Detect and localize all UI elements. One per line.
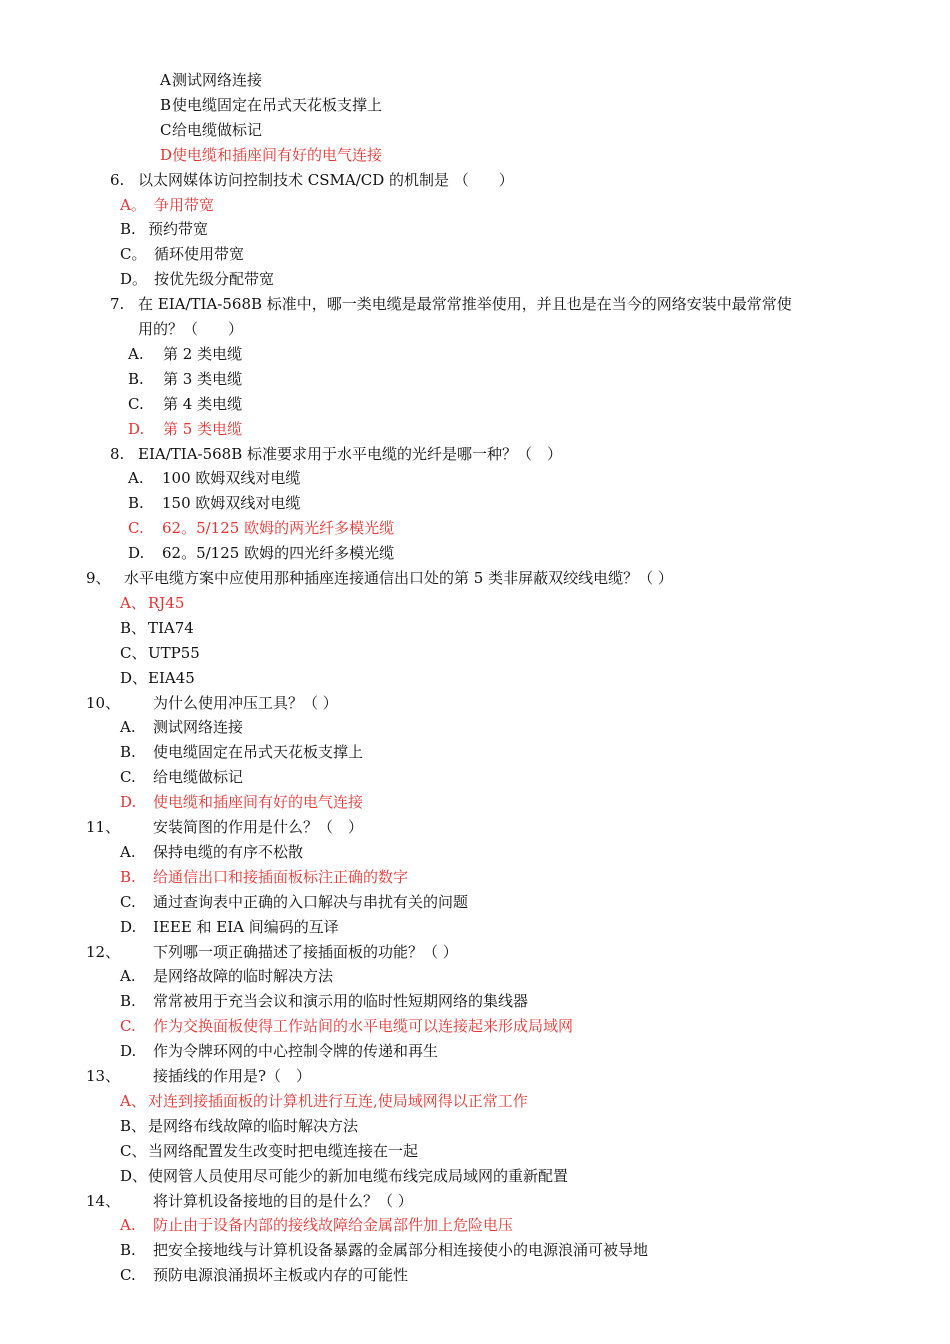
line-label: 7. xyxy=(110,295,125,313)
line-text: 争用带宽 xyxy=(154,196,215,214)
line-label: C. xyxy=(120,768,136,786)
line-text: 保持电缆的有序不松散 xyxy=(153,843,304,861)
line-label: 9、 xyxy=(86,569,111,587)
line-text: 常常被用于充当会议和演示用的临时性短期网络的集线器 xyxy=(153,992,529,1010)
line-text: 是网络布线故障的临时解决方法 xyxy=(148,1117,359,1135)
line-text: 作为交换面板使得工作站间的水平电缆可以连接起来形成局域网 xyxy=(153,1017,574,1035)
line-text: 当网络配置发生改变时把电缆连接在一起 xyxy=(148,1142,419,1160)
line-text: 用的？（ ） xyxy=(138,320,244,338)
line-label: A. xyxy=(128,469,144,487)
line-label: A。 xyxy=(120,196,146,214)
line-label: D. xyxy=(120,793,137,811)
line-label: B、 xyxy=(120,1117,147,1135)
line-text: 给电缆做标记 xyxy=(172,121,263,139)
line-text: 使电缆固定在吊式天花板支撑上 xyxy=(153,743,364,761)
line-label: C. xyxy=(120,893,136,911)
line-text: 第 4 类电缆 xyxy=(163,395,243,413)
line-text: 防止由于设备内部的接线故障给金属部件加上危险电压 xyxy=(153,1216,514,1234)
line-label: 10、 xyxy=(86,694,121,712)
line-text: 按优先级分配带宽 xyxy=(154,270,275,288)
line-text: 预约带宽 xyxy=(148,220,209,238)
line-text: 安装简图的作用是什么？（ ） xyxy=(153,818,364,836)
line-text: 给电缆做标记 xyxy=(153,768,244,786)
line-label: D。 xyxy=(120,270,148,288)
line-label: A、 xyxy=(120,1092,146,1110)
line-label: D、 xyxy=(120,669,148,687)
line-text: 循环使用带宽 xyxy=(154,245,245,263)
line-text: 第 3 类电缆 xyxy=(163,370,243,388)
line-label: D. xyxy=(128,544,145,562)
line-text: 接插线的作用是?（ ） xyxy=(153,1067,312,1085)
line-label: B. xyxy=(120,992,136,1010)
line-text: EIA/TIA-568B 标准要求用于水平电缆的光纤是哪一种？（ ） xyxy=(138,445,563,463)
line-text: 测试网络连接 xyxy=(172,71,263,89)
line-label: C、 xyxy=(120,1142,147,1160)
line-text: UTP55 xyxy=(148,644,200,662)
line-label: B. xyxy=(120,1241,136,1259)
line-text: 下列哪一项正确描述了接插面板的功能？（ ） xyxy=(153,943,458,961)
line-label: A. xyxy=(120,1216,136,1234)
line-label: 12、 xyxy=(86,943,121,961)
line-label: A. xyxy=(120,843,136,861)
line-text: 第 2 类电缆 xyxy=(163,345,243,363)
line-text: 第 5 类电缆 xyxy=(163,420,243,438)
line-text: 100 欧姆双线对电缆 xyxy=(162,469,301,487)
line-label: 14、 xyxy=(86,1192,121,1210)
line-text: 给通信出口和接插面板标注正确的数字 xyxy=(153,868,409,886)
line-label: B、 xyxy=(120,619,147,637)
line-label: D. xyxy=(120,1042,137,1060)
line-label: B. xyxy=(120,220,136,238)
line-label: B. xyxy=(128,494,144,512)
line-label: B xyxy=(160,96,172,114)
line-label: 6. xyxy=(110,171,125,189)
line-label: A、 xyxy=(120,594,146,612)
line-label: C。 xyxy=(120,245,147,263)
line-label: D. xyxy=(120,918,137,936)
line-label: B. xyxy=(128,370,144,388)
line-text: 作为令牌环网的中心控制令牌的传递和再生 xyxy=(153,1042,439,1060)
line-text: 使电缆和插座间有好的电气连接 xyxy=(172,146,383,164)
line-label: A. xyxy=(120,967,136,985)
line-text: 对连到接插面板的计算机进行互连,使局域网得以正常工作 xyxy=(148,1092,528,1110)
line-label: D. xyxy=(128,420,145,438)
line-text: 以太网媒体访问控制技术 CSMA/CD 的机制是 （ ） xyxy=(138,171,514,189)
line-label: D xyxy=(160,146,173,164)
line-text: 是网络故障的临时解决方法 xyxy=(153,967,334,985)
line-text: 为什么使用冲压工具？（ ） xyxy=(153,694,338,712)
line-label: B. xyxy=(120,868,136,886)
line-text: TIA74 xyxy=(148,619,194,637)
line-text: 预防电源浪涌损坏主板或内存的可能性 xyxy=(153,1266,409,1284)
line-label: C、 xyxy=(120,644,147,662)
line-label: C. xyxy=(120,1017,136,1035)
line-text: EIA45 xyxy=(148,669,195,687)
line-label: C. xyxy=(128,519,144,537)
line-text: 62。5/125 欧姆的四光纤多模光缆 xyxy=(162,544,395,562)
line-label: A. xyxy=(120,718,136,736)
line-label: C xyxy=(160,121,172,139)
line-label: D、 xyxy=(120,1167,148,1185)
line-text: 使网管人员使用尽可能少的新加电缆布线完成局域网的重新配置 xyxy=(148,1167,569,1185)
line-text: 通过查询表中正确的入口解决与串扰有关的问题 xyxy=(153,893,469,911)
line-label: 8. xyxy=(110,445,125,463)
line-label: A xyxy=(160,71,171,89)
line-label: 11、 xyxy=(86,818,121,836)
line-label: B. xyxy=(120,743,136,761)
line-text: 水平电缆方案中应使用那种插座连接通信出口处的第 5 类非屏蔽双绞线电缆？（ ） xyxy=(124,569,673,587)
line-label: C. xyxy=(120,1266,136,1284)
line-text: 150 欧姆双线对电缆 xyxy=(162,494,301,512)
line-text: 62。5/125 欧姆的两光纤多模光缆 xyxy=(162,519,395,537)
line-text: 使电缆和插座间有好的电气连接 xyxy=(153,793,364,811)
line-text: 使电缆固定在吊式天花板支撑上 xyxy=(172,96,383,114)
line-text: 将计算机设备接地的目的是什么？（ ） xyxy=(153,1192,413,1210)
line-text: RJ45 xyxy=(148,594,185,612)
line-label: A. xyxy=(128,345,144,363)
line-label: 13、 xyxy=(86,1067,121,1085)
line-label: C. xyxy=(128,395,144,413)
line-text: IEEE 和 EIA 间编码的互译 xyxy=(153,918,339,936)
line-text: 把安全接地线与计算机设备暴露的金属部分相连接使小的电源浪涌可被导地 xyxy=(153,1241,649,1259)
line-text: 测试网络连接 xyxy=(153,718,244,736)
line-text: 在 EIA/TIA-568B 标准中，哪一类电缆是最常常推举使用，并且也是在当今的网络安装中最常常使 xyxy=(138,295,792,313)
